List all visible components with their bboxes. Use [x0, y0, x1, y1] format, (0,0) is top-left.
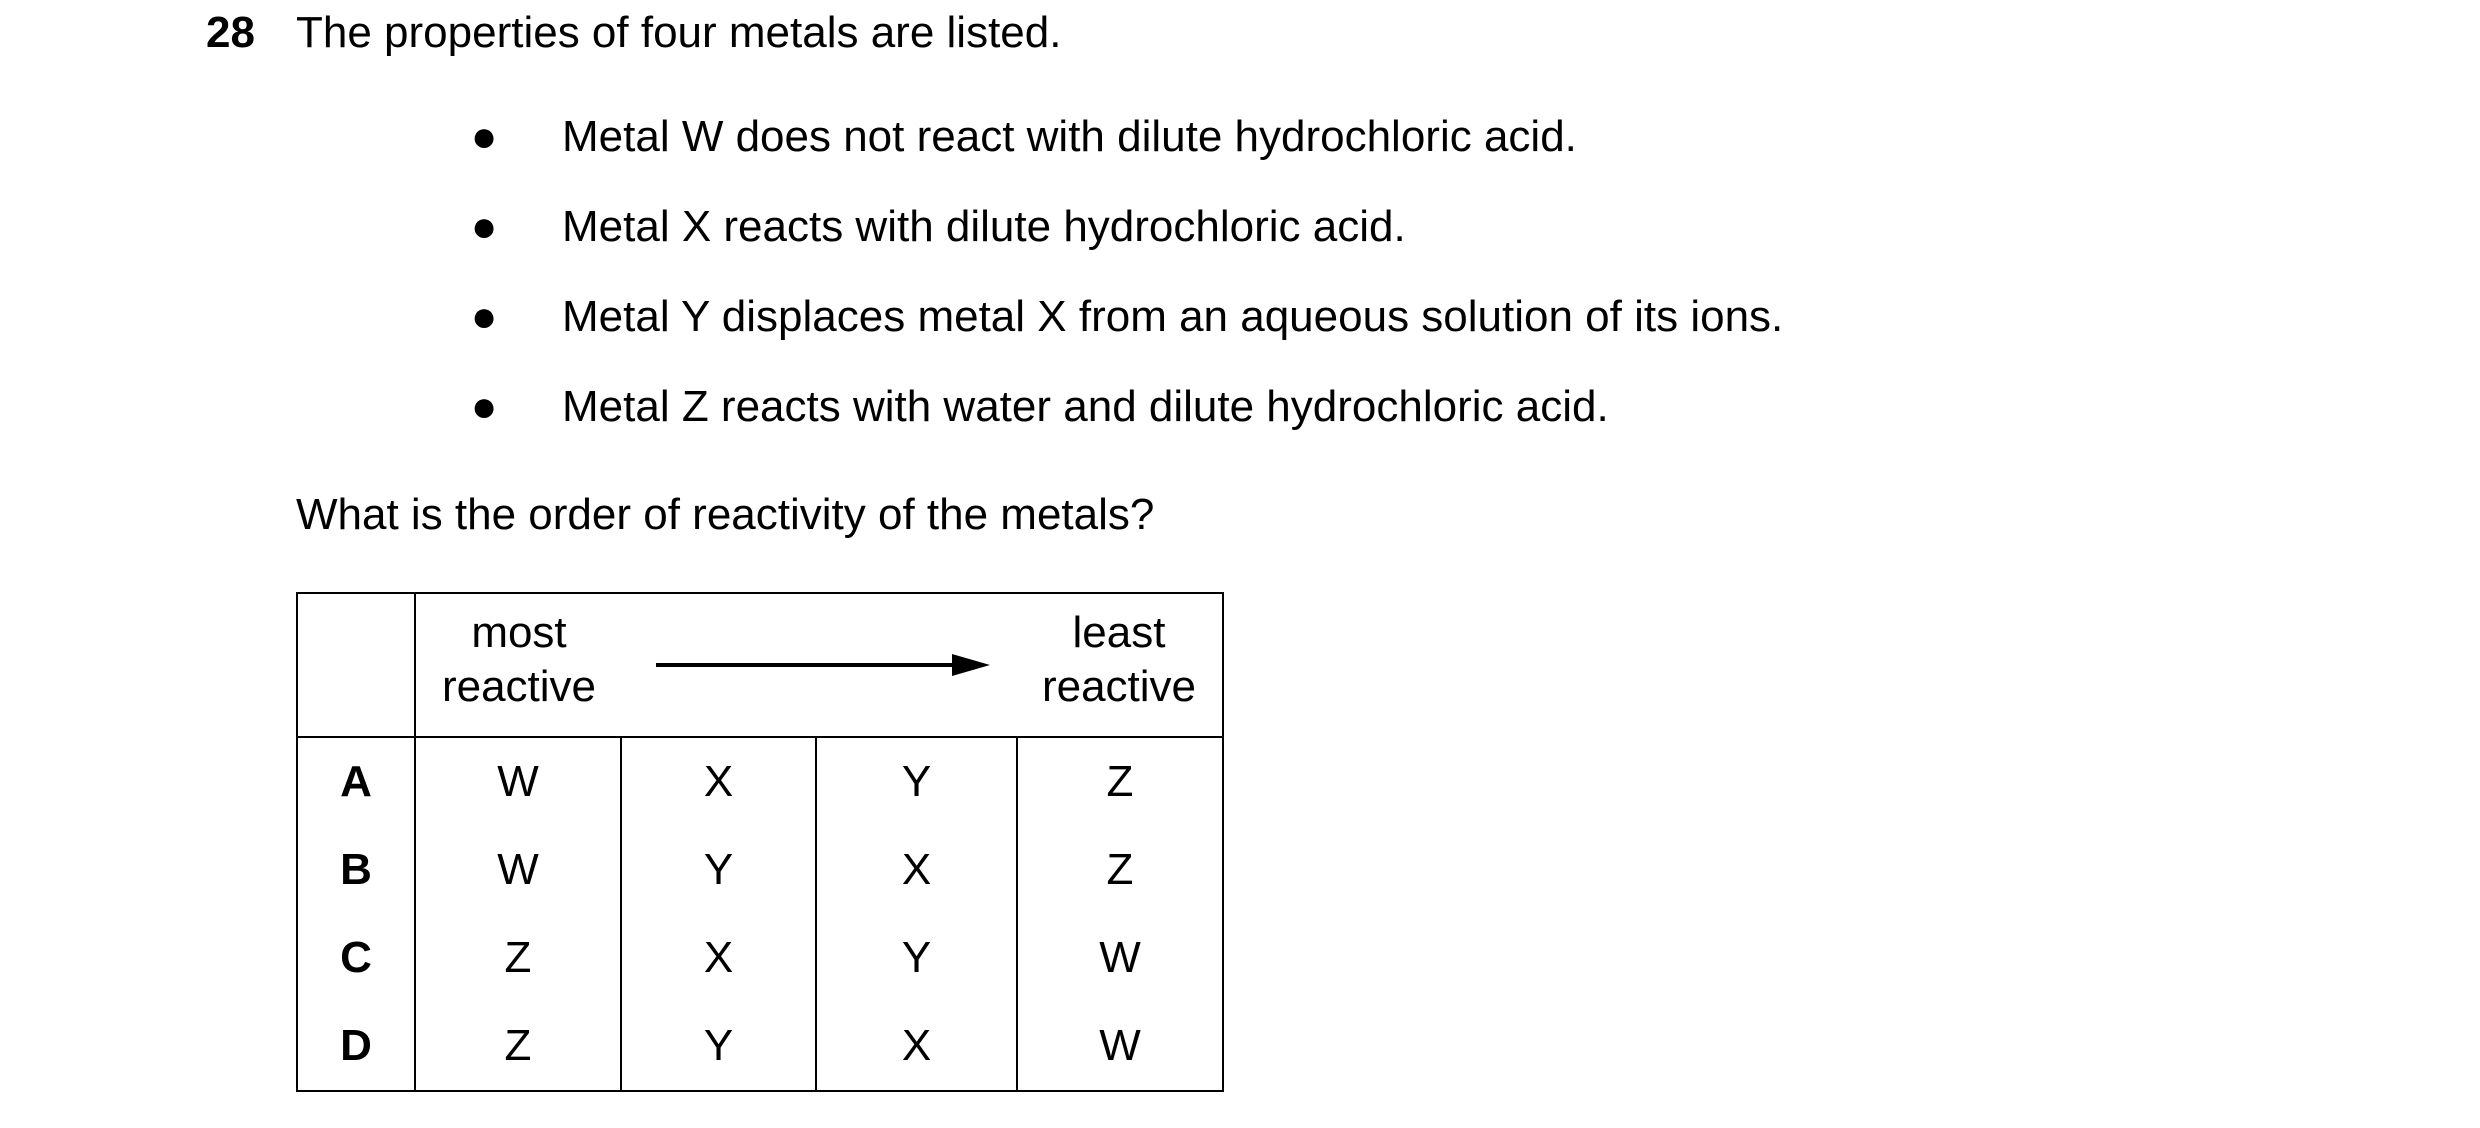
option-letter[interactable]: B [297, 826, 415, 914]
bullet-text: Metal X reacts with dilute hydrochloric acid. [562, 202, 1406, 251]
bullet-icon: ● [470, 382, 498, 431]
metal-cell: X [816, 1002, 1017, 1091]
metal-cell: W [1017, 1002, 1223, 1091]
bullet-text: Metal Y displaces metal X from an aqueous solution of its ions. [562, 292, 1784, 341]
answer-table [296, 592, 1224, 1092]
metal-cell: Y [621, 1002, 816, 1091]
bullet-text: Metal W does not react with dilute hydrochloric acid. [562, 112, 1577, 161]
most-reactive-label: most reactive [441, 608, 597, 711]
table-row [297, 1002, 1223, 1091]
option-letter[interactable]: A [297, 737, 415, 826]
metal-cell: Z [1017, 826, 1223, 914]
metal-cell: Y [816, 737, 1017, 826]
question-prompt: What is the order of reactivity of the metals? [296, 490, 1155, 539]
table-row [297, 826, 1223, 914]
metal-cell: Y [816, 914, 1017, 1002]
table-row [297, 914, 1223, 1002]
metal-cell: X [816, 826, 1017, 914]
metal-cell: Y [621, 826, 816, 914]
metal-cell: Z [415, 914, 621, 1002]
least-reactive-label: least reactive [1041, 608, 1197, 711]
table-row [297, 737, 1223, 826]
option-letter[interactable]: C [297, 914, 415, 1002]
header-blank-cell [297, 593, 415, 737]
question-number: 28 [206, 8, 255, 57]
metal-cell: W [415, 737, 621, 826]
bullet-icon: ● [470, 202, 498, 251]
table-header-row [297, 593, 1223, 737]
metal-cell: W [1017, 914, 1223, 1002]
bullet-icon: ● [470, 292, 498, 341]
metal-cell: X [621, 737, 816, 826]
bullet-text: Metal Z reacts with water and dilute hydrochloric acid. [562, 382, 1609, 431]
question-stem: The properties of four metals are listed. [296, 8, 1062, 57]
arrow-right-icon [656, 652, 990, 678]
bullet-icon: ● [470, 112, 498, 161]
header-reactivity-cell [415, 593, 1223, 737]
option-letter[interactable]: D [297, 1002, 415, 1091]
metal-cell: X [621, 914, 816, 1002]
metal-cell: Z [1017, 737, 1223, 826]
metal-cell: Z [415, 1002, 621, 1091]
metal-cell: W [415, 826, 621, 914]
